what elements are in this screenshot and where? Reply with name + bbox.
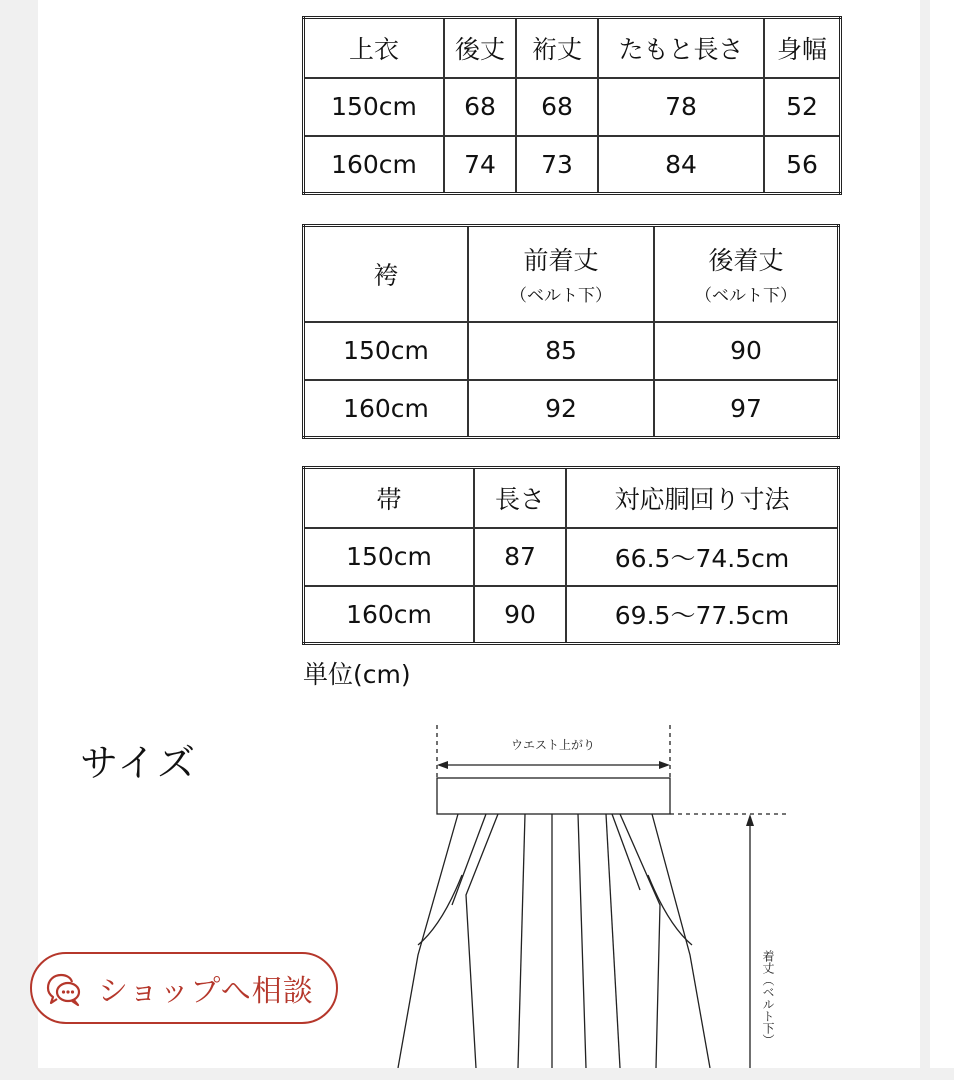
side-slit-right bbox=[648, 875, 692, 945]
table-header-row bbox=[304, 226, 839, 322]
top-size-table bbox=[302, 16, 842, 195]
table-header-cell: 長さ bbox=[474, 468, 566, 528]
table-cell: 160cm bbox=[304, 586, 475, 644]
table-cell: 92 bbox=[468, 380, 654, 438]
table-cell: 97 bbox=[654, 380, 839, 438]
table-row bbox=[304, 586, 839, 644]
table-cell: 150cm bbox=[304, 78, 445, 136]
hakama-size-table bbox=[302, 224, 840, 439]
waist-arrow-head-left bbox=[437, 761, 448, 769]
header-sub: （ベルト下） bbox=[695, 286, 797, 307]
table-cell: 160cm bbox=[304, 136, 445, 194]
pleat-line bbox=[466, 814, 498, 1068]
unit-note: 単位(cm) bbox=[303, 660, 411, 689]
table-header-cell: 裄丈 bbox=[516, 18, 598, 78]
table-row bbox=[304, 78, 841, 136]
table-row bbox=[304, 380, 839, 438]
table-row bbox=[304, 136, 841, 194]
hakama-size-diagram bbox=[390, 715, 810, 1068]
length-arrow-head bbox=[746, 814, 754, 826]
pleat-line bbox=[578, 814, 586, 1068]
table-header-cell: 身幅 bbox=[764, 18, 841, 78]
hakama-left-edge bbox=[398, 814, 458, 1068]
table-cell: 66.5〜74.5cm bbox=[566, 528, 839, 586]
table-cell: 150cm bbox=[304, 528, 475, 586]
table-cell: 69.5〜77.5cm bbox=[566, 586, 839, 644]
table-header-cell bbox=[304, 226, 469, 322]
size-heading: サイズ bbox=[80, 741, 197, 785]
table-cell: 87 bbox=[474, 528, 566, 586]
table-cell: 150cm bbox=[304, 322, 469, 380]
header-main: 後着丈 bbox=[708, 246, 784, 276]
header-main: 前着丈 bbox=[523, 246, 599, 276]
table-header-cell: 対応胴回り寸法 bbox=[566, 468, 839, 528]
table-cell: 56 bbox=[764, 136, 841, 194]
pleat-line bbox=[452, 814, 486, 905]
pleat-line bbox=[612, 814, 640, 890]
table-cell: 73 bbox=[516, 136, 598, 194]
table-cell: 68 bbox=[516, 78, 598, 136]
table-row bbox=[304, 528, 839, 586]
table-cell: 68 bbox=[444, 78, 516, 136]
consult-shop-label: ショップへ相談 bbox=[98, 974, 314, 1009]
table-header-cell: 帯 bbox=[304, 468, 475, 528]
header-main: 袴 bbox=[373, 260, 399, 290]
table-cell: 78 bbox=[598, 78, 764, 136]
length-label: 着丈（ベルト下） bbox=[761, 950, 775, 1046]
pleat-line bbox=[606, 814, 620, 1068]
chat-bubbles-icon bbox=[44, 968, 84, 1008]
waist-arrow-head-right bbox=[659, 761, 670, 769]
table-header-cell: 後丈 bbox=[444, 18, 516, 78]
table-cell: 90 bbox=[654, 322, 839, 380]
table-cell: 74 bbox=[444, 136, 516, 194]
waist-label: ウエスト上がり bbox=[510, 738, 596, 752]
table-header-row bbox=[304, 18, 841, 78]
table-cell: 85 bbox=[468, 322, 654, 380]
table-cell: 52 bbox=[764, 78, 841, 136]
pleat-line bbox=[518, 814, 525, 1068]
table-header-row bbox=[304, 468, 839, 528]
table-cell: 160cm bbox=[304, 380, 469, 438]
table-cell: 90 bbox=[474, 586, 566, 644]
table-header-cell bbox=[468, 226, 654, 322]
table-row bbox=[304, 322, 839, 380]
table-cell: 84 bbox=[598, 136, 764, 194]
hakama-right-edge bbox=[652, 814, 710, 1068]
consult-shop-button[interactable] bbox=[30, 952, 338, 1024]
obi-size-table bbox=[302, 466, 840, 645]
side-slit-left bbox=[418, 875, 462, 945]
table-header-cell: 上衣 bbox=[304, 18, 445, 78]
table-header-cell: たもと長さ bbox=[598, 18, 764, 78]
header-sub: （ベルト下） bbox=[510, 286, 612, 307]
belt-outline bbox=[437, 778, 670, 814]
scrollbar-track[interactable] bbox=[930, 0, 954, 1068]
table-header-cell bbox=[654, 226, 839, 322]
